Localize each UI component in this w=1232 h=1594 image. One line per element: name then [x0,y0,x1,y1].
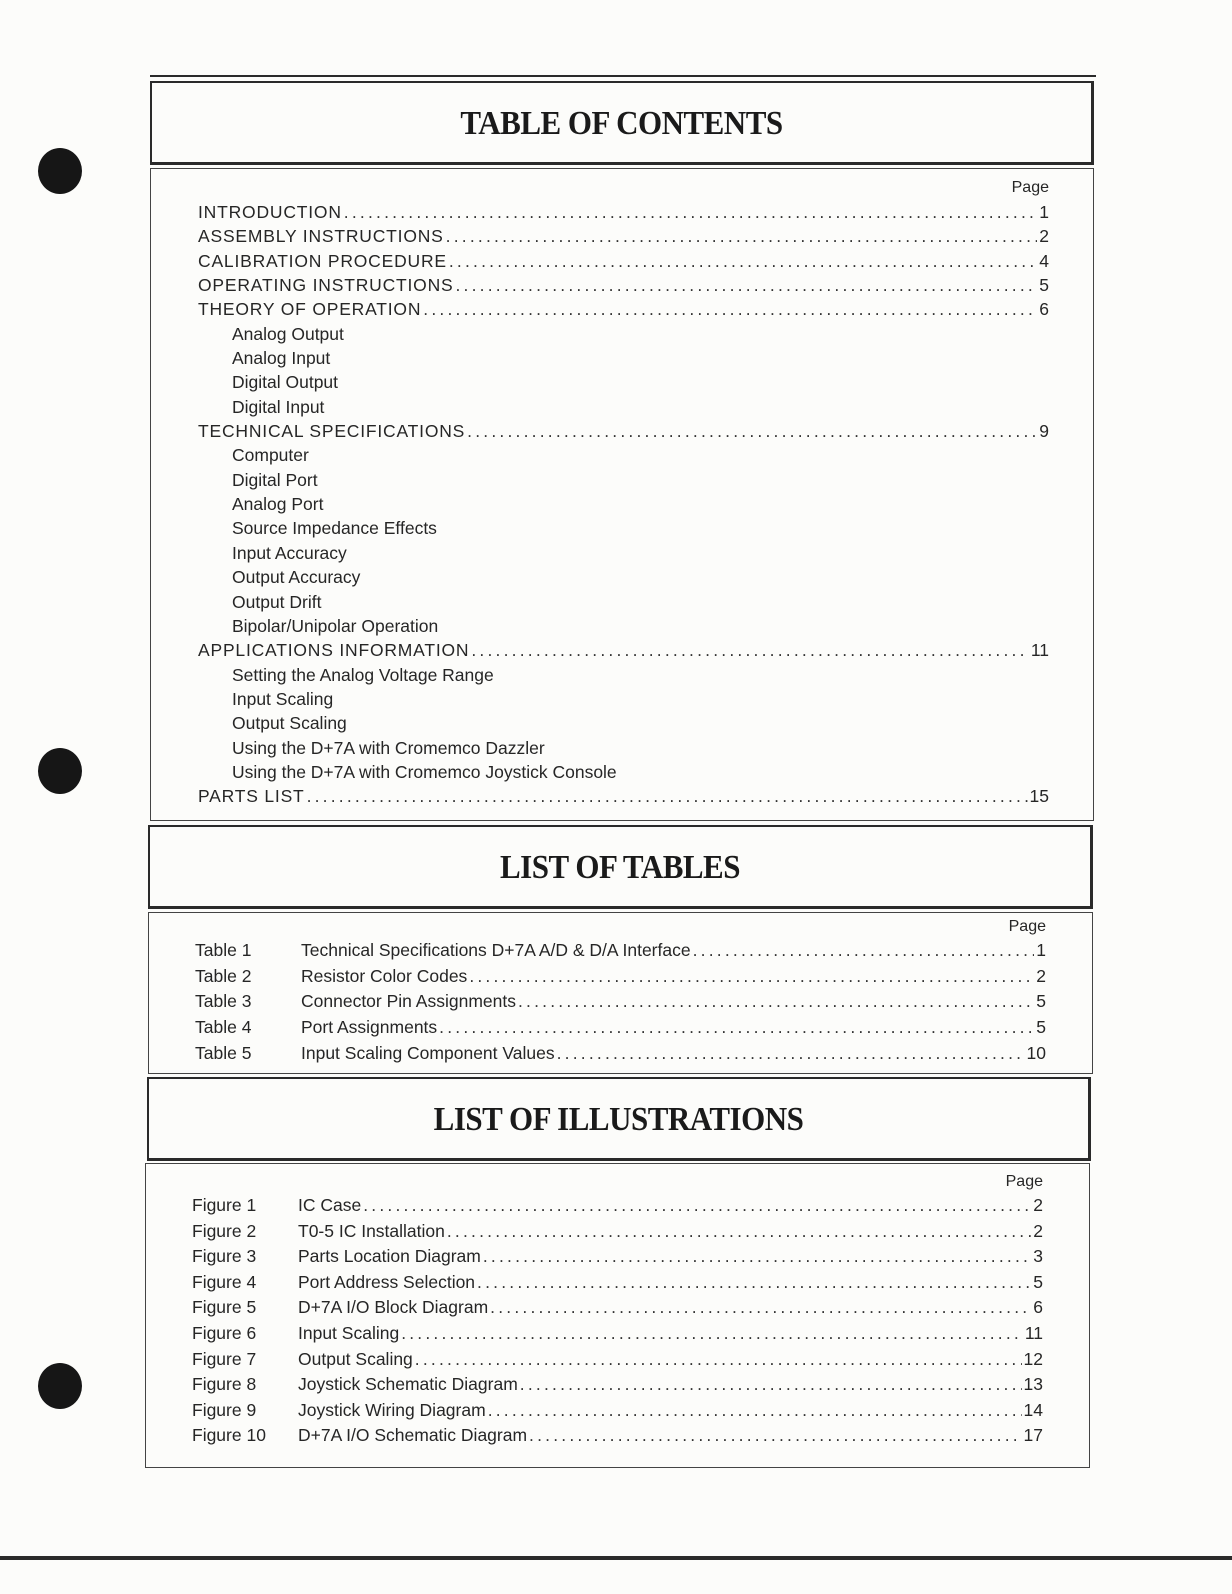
top-rule [150,75,1096,77]
dot-leader [307,786,1028,807]
tables-entry[interactable] [195,991,1046,1017]
entry-title: Digital Output [232,372,339,393]
illustrations-title: LIST OF ILLUSTRATIONS [433,1098,804,1138]
toc-entry[interactable] [198,348,1049,372]
dot-leader [557,1043,1025,1064]
dot-leader [415,1349,1022,1370]
toc-entry[interactable] [198,445,1049,469]
page-header: Page [1005,1173,1043,1190]
entry-label: Figure 9 [192,1399,257,1420]
entry-page: 4 [1039,250,1049,271]
entry-page: 5 [1039,275,1049,296]
entry-page: 1 [1039,202,1049,222]
entry-label: Figure 4 [192,1271,257,1292]
entry-title: Output Accuracy [232,567,361,588]
toc-title: TABLE OF CONTENTS [460,102,783,142]
illustrations-entry[interactable] [192,1323,1043,1349]
entry-title: CALIBRATION PROCEDURE [198,250,447,271]
entry-page: 17 [1023,1425,1043,1446]
entry-label: Figure 10 [192,1425,266,1446]
entry-title: Connector Pin Assignments [301,991,516,1012]
dot-leader [363,1195,1031,1216]
entry-page: 6 [1039,299,1049,320]
dot-leader [520,1374,1022,1395]
entry-title: Source Impedance Effects [232,518,437,539]
entry-label: Figure 8 [192,1374,257,1395]
dot-leader [518,991,1034,1012]
entry-title: OPERATING INSTRUCTIONS [198,275,454,296]
entry-title: Technical Specifications D+7A A/D & D/A Interface [301,940,691,960]
entry-page: 5 [1033,1271,1043,1292]
entry-title: Bipolar/Unipolar Operation [232,615,439,636]
entry-page: 13 [1023,1374,1043,1395]
dot-leader [693,940,1035,961]
dot-leader [483,1246,1031,1267]
dot-leader [423,299,1037,320]
entry-title: Computer [232,445,309,466]
illustrations-entry[interactable] [192,1374,1043,1400]
toc-entry[interactable] [198,640,1049,664]
toc-list [198,202,1049,811]
entry-page: 15 [1029,786,1049,807]
entry-title: IC Case [298,1195,362,1215]
entry-title: Parts Location Diagram [298,1246,481,1267]
dot-leader [344,202,1038,223]
entry-page: 11 [1024,1322,1043,1343]
entry-title: Input Scaling [232,688,334,709]
toc-entry[interactable] [198,567,1049,591]
entry-title: THEORY OF OPERATION [198,299,422,320]
dot-leader [488,1400,1022,1421]
toc-entry[interactable] [198,786,1049,810]
entry-title: Using the D+7A with Cromemco Joystick Console [232,761,617,782]
entry-title: Digital Input [232,396,325,417]
entry-title: Input Scaling [298,1322,400,1343]
entry-label: Figure 2 [192,1220,257,1241]
illustrations-entry[interactable] [192,1425,1043,1451]
toc-entry[interactable] [198,543,1049,567]
entry-page: 2 [1036,965,1046,986]
entry-label: Figure 5 [192,1297,257,1318]
toc-entry[interactable] [198,616,1049,640]
entry-title: Joystick Wiring Diagram [298,1399,486,1420]
dot-leader [477,1272,1031,1293]
punch-hole [38,748,82,794]
entry-title: Analog Port [232,494,324,515]
entry-title: D+7A I/O Block Diagram [298,1297,489,1318]
page-header: Page [1008,918,1046,935]
entry-page: 10 [1026,1042,1046,1063]
entry-page: 14 [1023,1399,1043,1420]
toc-entry[interactable] [198,592,1049,616]
page-header: Page [1011,179,1049,196]
entry-label: Table 5 [195,1042,252,1063]
dot-leader [467,421,1037,442]
entry-title: ASSEMBLY INSTRUCTIONS [198,226,444,247]
entry-title: INTRODUCTION [198,202,342,222]
tables-entry[interactable] [195,966,1046,992]
entry-label: Figure 6 [192,1322,257,1343]
illustrations-entry[interactable] [192,1400,1043,1426]
dot-leader [447,1221,1031,1242]
toc-entry[interactable] [198,494,1049,518]
toc-title-box [150,81,1094,165]
entry-title: PARTS LIST [198,786,305,807]
illustrations-box [145,1163,1090,1468]
toc-entry[interactable] [198,665,1049,689]
dot-leader [401,1323,1023,1344]
entry-title: Input Scaling Component Values [301,1042,555,1063]
punch-hole [38,148,82,194]
entry-page: 11 [1030,640,1049,661]
entry-page: 12 [1023,1348,1043,1369]
illustrations-title-box [147,1077,1091,1161]
entry-title: Resistor Color Codes [301,965,468,986]
entry-title: T0-5 IC Installation [298,1220,445,1241]
toc-entry[interactable] [198,397,1049,421]
bottom-rule [0,1556,1232,1560]
toc-entry[interactable] [198,275,1049,299]
entry-title: D+7A I/O Schematic Diagram [298,1425,528,1446]
dot-leader [471,640,1028,661]
illustrations-entry[interactable] [192,1195,1043,1221]
illustrations-entry[interactable] [192,1349,1043,1375]
toc-entry[interactable] [198,324,1049,348]
dot-leader [490,1297,1031,1318]
entry-label: Table 3 [195,991,252,1012]
entry-title: Analog Input [232,348,331,369]
illustrations-entry[interactable] [192,1221,1043,1247]
entry-title: APPLICATIONS INFORMATION [198,640,470,661]
entry-page: 5 [1036,991,1046,1012]
dot-leader [529,1425,1021,1446]
tables-title: LIST OF TABLES [500,846,740,886]
entry-title: Setting the Analog Voltage Range [232,664,494,685]
toc-entry[interactable] [198,470,1049,494]
entry-title: Using the D+7A with Cromemco Dazzler [232,737,545,758]
toc-entry[interactable] [198,251,1049,275]
entry-title: Port Address Selection [298,1271,476,1292]
illustrations-entry[interactable] [192,1272,1043,1298]
tables-entry[interactable] [195,1017,1046,1043]
illustrations-list [192,1195,1043,1451]
dot-leader [455,275,1037,296]
entry-title: TECHNICAL SPECIFICATIONS [198,421,466,442]
entry-title: Port Assignments [301,1017,438,1038]
entry-title: Joystick Schematic Diagram [298,1374,518,1395]
illustrations-entry[interactable] [192,1246,1043,1272]
toc-entry[interactable] [198,372,1049,396]
dot-leader [449,251,1037,272]
entry-title: Analog Output [232,323,344,344]
entry-label: Figure 3 [192,1246,257,1267]
illustrations-entry[interactable] [192,1297,1043,1323]
toc-entry[interactable] [198,518,1049,542]
toc-box [150,168,1094,821]
entry-label: Table 1 [195,940,252,960]
toc-entry[interactable] [198,689,1049,713]
toc-entry[interactable] [198,299,1049,323]
entry-title: Input Accuracy [232,542,347,563]
tables-entry[interactable] [195,1043,1046,1069]
entry-page: 2 [1033,1220,1043,1241]
entry-page: 3 [1033,1246,1043,1267]
entry-label: Figure 7 [192,1348,257,1369]
toc-entry[interactable] [198,421,1049,445]
entry-title: Output Scaling [232,713,347,734]
entry-label: Table 4 [195,1017,252,1038]
toc-entry[interactable] [198,762,1049,786]
dot-leader [439,1017,1034,1038]
toc-entry[interactable] [198,713,1049,737]
toc-entry[interactable] [198,738,1049,762]
entry-page: 1 [1036,940,1046,960]
tables-entry[interactable] [195,940,1046,966]
entry-title: Output Scaling [298,1348,413,1369]
entry-page: 2 [1033,1195,1043,1215]
toc-entry[interactable] [198,226,1049,250]
dot-leader [446,226,1038,247]
entry-page: 9 [1039,421,1049,442]
entry-label: Figure 1 [192,1195,257,1215]
entry-title: Output Drift [232,591,322,612]
entry-page: 2 [1039,226,1049,247]
entry-label: Table 2 [195,965,252,986]
tables-box [148,912,1093,1074]
entry-title: Digital Port [232,469,318,490]
entry-page: 5 [1036,1017,1046,1038]
tables-list [195,940,1046,1068]
dot-leader [469,966,1034,987]
entry-page: 6 [1033,1297,1043,1318]
punch-hole [38,1363,82,1409]
toc-entry[interactable] [198,202,1049,226]
tables-title-box [148,825,1093,909]
